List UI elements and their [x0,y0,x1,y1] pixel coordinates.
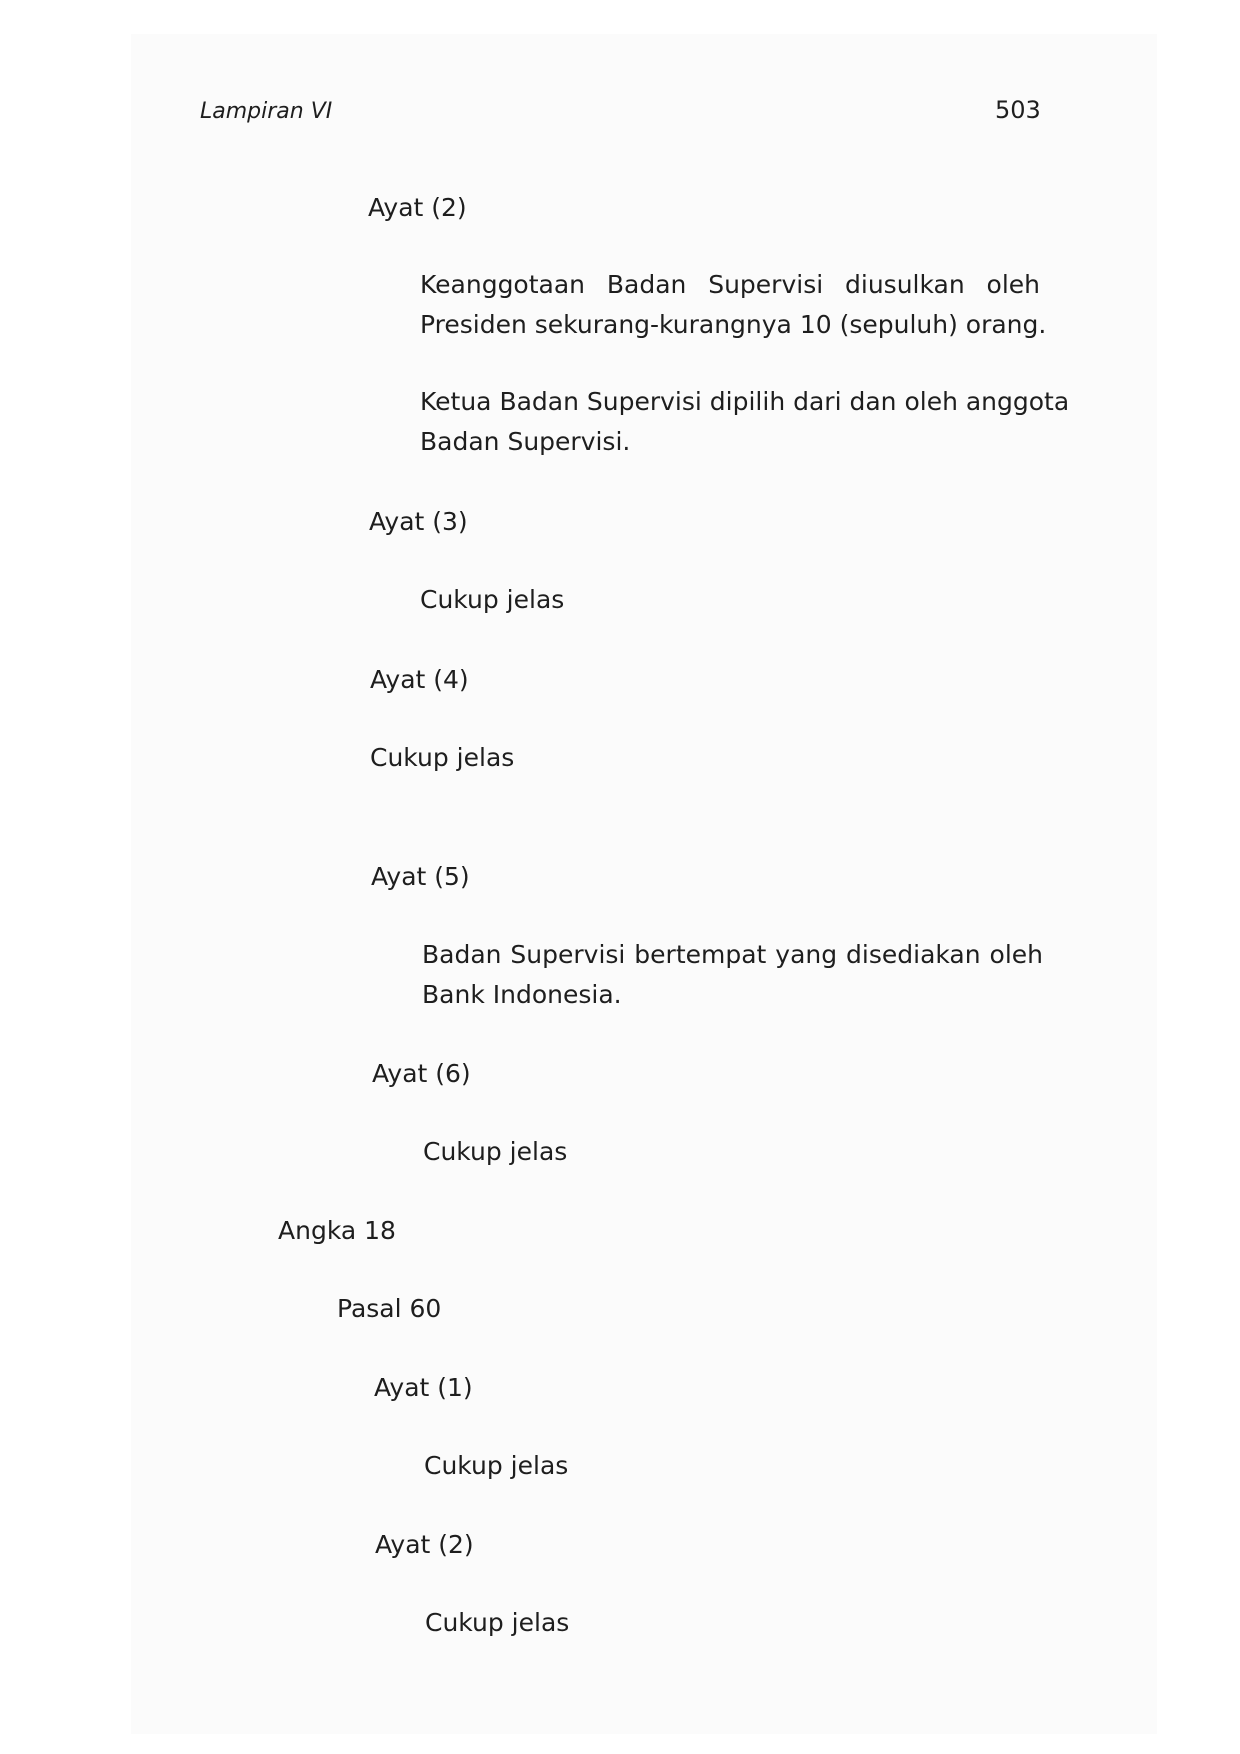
pasal-ayat-2-text: Cukup jelas [425,1608,570,1637]
ayat-3-text: Cukup jelas [420,585,565,614]
ayat-2-heading: Ayat (2) [368,193,467,222]
pasal-ayat-1-heading: Ayat (1) [374,1373,473,1402]
pasal-ayat-1-text: Cukup jelas [424,1451,569,1480]
ayat-6-heading: Ayat (6) [372,1059,471,1088]
ayat-5-paragraph [422,935,1043,1015]
ayat-5-paragraph-line-2: Bank Indonesia. [422,980,622,1009]
ayat-2-paragraph-2 [420,382,1070,462]
ayat-6-text: Cukup jelas [423,1137,568,1166]
ayat-3-heading: Ayat (3) [369,507,468,536]
ayat-4-text: Cukup jelas [370,743,515,772]
ayat-2-paragraph-1-line-1: Keanggotaan Badan Supervisi diusulkan oleh [420,270,1040,299]
ayat-2-paragraph-1 [420,265,1047,345]
angka-heading: Angka 18 [278,1216,396,1245]
page-number: 503 [995,96,1041,124]
pasal-ayat-2-heading: Ayat (2) [375,1530,474,1559]
ayat-4-heading: Ayat (4) [370,665,469,694]
ayat-5-paragraph-line-1: Badan Supervisi bertempat yang disediakan oleh [422,940,1043,969]
running-header-section: Lampiran VI [200,99,333,124]
ayat-2-paragraph-2-line-1: Ketua Badan Supervisi dipilih dari dan oleh anggota [420,387,1070,416]
ayat-2-paragraph-1-line-2: Presiden sekurang-kurangnya 10 (sepuluh) orang. [420,310,1047,339]
ayat-2-paragraph-2-line-2: Badan Supervisi. [420,427,631,456]
ayat-5-heading: Ayat (5) [371,862,470,891]
pasal-heading: Pasal 60 [337,1294,442,1323]
